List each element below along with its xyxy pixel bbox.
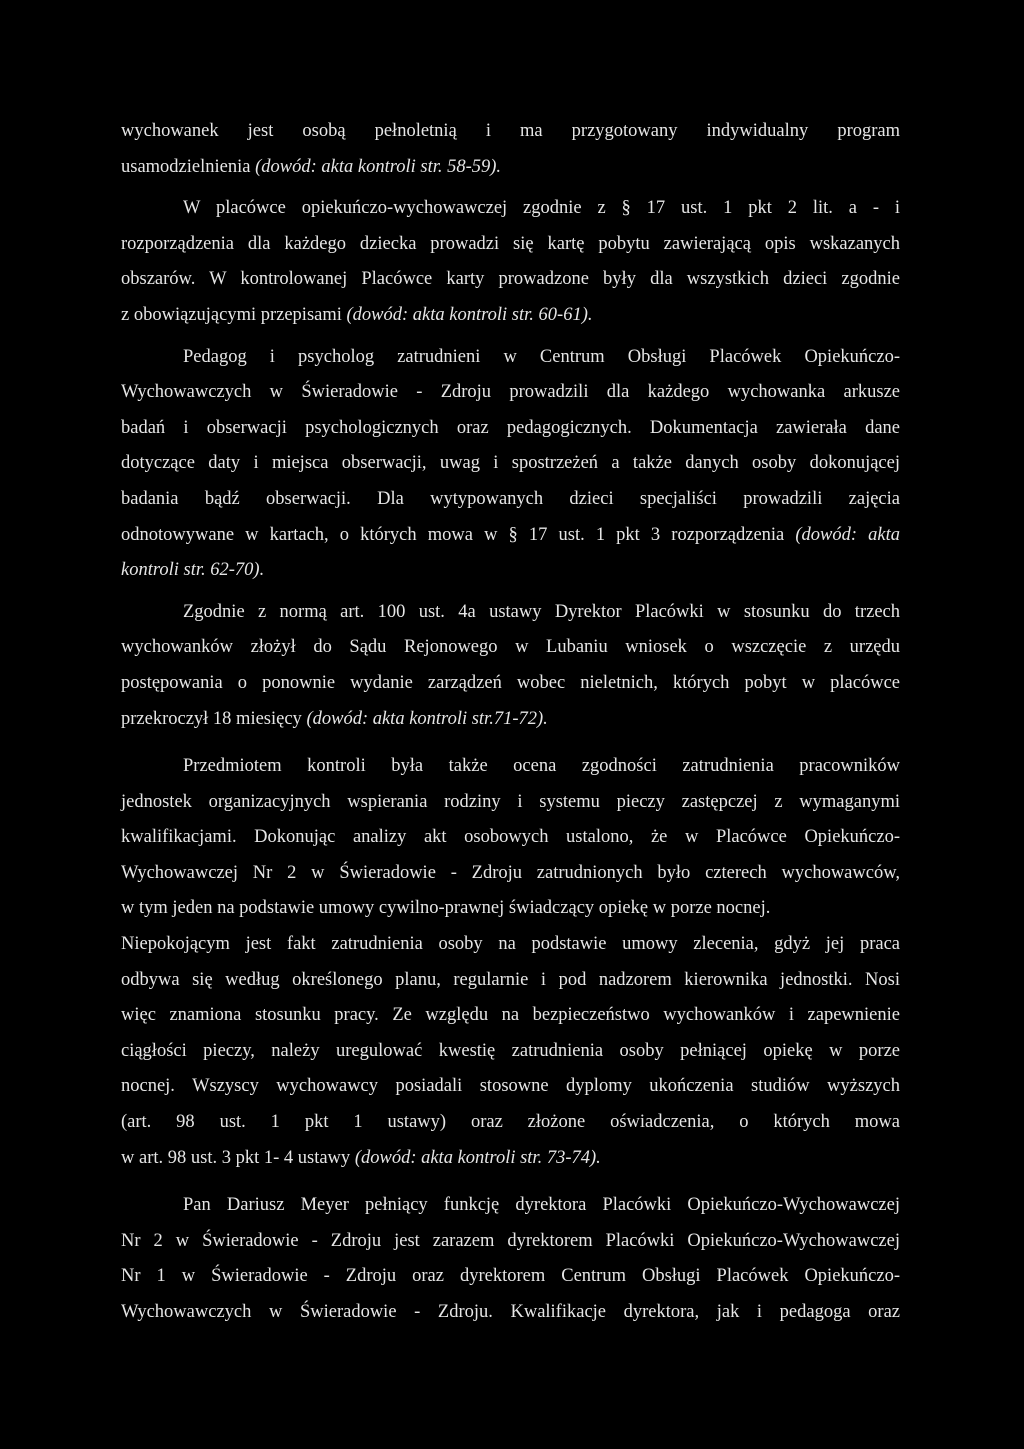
- text-line: [121, 191, 900, 227]
- line-text: nocnej. Wszyscy wychowawcy posiadali stosowne dyplomy ukończenia studiów wyższych: [121, 1076, 900, 1097]
- text-line: [121, 1141, 900, 1177]
- text-line: [121, 595, 900, 631]
- line-text: usamodzielnienia: [121, 156, 256, 177]
- line-text: Pan Dariusz Meyer pełniący funkcję dyrektora Placówki Opiekuńczo-Wychowawczej: [183, 1195, 900, 1216]
- text-line: [121, 998, 900, 1034]
- evidence-reference: (dowód: akta kontroli str. 58-59).: [255, 156, 502, 177]
- text-line: [121, 702, 900, 738]
- line-text: wychowanek jest osobą pełnoletnią i ma przygotowany indywidualny program: [121, 121, 900, 141]
- line-text: rozporządzenia dla każdego dziecka prowadzi się kartę pobytu zawierającą opis wskazanych: [121, 233, 900, 254]
- text-line: [121, 1224, 900, 1260]
- text-line: [121, 749, 900, 785]
- text-line: [121, 298, 900, 334]
- text-line: [121, 891, 900, 927]
- text-line: [121, 262, 900, 298]
- text-line: [121, 1259, 900, 1295]
- line-text: Niepokojącym jest fakt zatrudnienia osoby na podstawie umowy zlecenia, gdyż jej praca: [121, 934, 900, 955]
- text-line: [121, 1069, 900, 1105]
- evidence-reference: (dowód: akta kontroli str. 60-61).: [346, 304, 593, 325]
- line-text: przekroczył 18 miesięcy: [121, 708, 307, 729]
- document-body: [121, 114, 900, 1331]
- text-line: [121, 1295, 900, 1331]
- line-text: Wychowawczych w Świeradowie - Zdroju prowadzili dla każdego wychowanka arkusze: [121, 382, 900, 403]
- line-text: kwalifikacjami. Dokonując analizy akt osobowych ustalono, że w Placówce Opiekuńczo-: [121, 827, 900, 848]
- line-text: w art. 98 ust. 3 pkt 1- 4 ustawy: [121, 1147, 355, 1168]
- text-line: [121, 963, 900, 999]
- evidence-reference: kontroli str. 62-70).: [121, 560, 265, 581]
- text-line: [121, 114, 900, 150]
- line-text: postępowania o ponownie wydanie zarządzeń wobec nieletnich, których pobyt w placówce: [121, 672, 900, 693]
- text-line: [121, 1105, 900, 1141]
- text-line: [121, 553, 900, 589]
- line-text: odnotowywane w kartach, o których mowa w § 17 ust. 1 pkt 3 rozporządzenia: [121, 524, 796, 545]
- text-line: [121, 411, 900, 447]
- text-line: [121, 150, 900, 186]
- text-line: [121, 785, 900, 821]
- line-text: Nr 1 w Świeradowie - Zdroju oraz dyrektorem Centrum Obsługi Placówek Opiekuńczo-: [121, 1266, 900, 1287]
- line-text: odbywa się według określonego planu, regularnie i pod nadzorem kierownika jednostki. Nosi: [121, 969, 900, 990]
- line-text: W placówce opiekuńczo-wychowawczej zgodnie z § 17 ust. 1 pkt 2 lit. a - i: [183, 198, 900, 219]
- text-line: [121, 1188, 900, 1224]
- text-line: [121, 820, 900, 856]
- text-line: [121, 1034, 900, 1070]
- line-text: badań i obserwacji psychologicznych oraz pedagogicznych. Dokumentacja zawierała dane: [121, 417, 900, 438]
- line-text: badania bądź obserwacji. Dla wytypowanych dzieci specjaliści prowadzili zajęcia: [121, 488, 900, 509]
- line-text: jednostek organizacyjnych wspierania rodziny i systemu pieczy zastępczej z wymaganymi: [121, 791, 900, 812]
- line-text: Wychowawczych w Świeradowie - Zdroju. Kwalifikacje dyrektora, jak i pedagoga oraz: [121, 1302, 900, 1322]
- line-text: Pedagog i psycholog zatrudnieni w Centrum Obsługi Placówek Opiekuńczo-: [183, 346, 900, 367]
- line-text: w tym jeden na podstawie umowy cywilno-prawnej świadczący opiekę w porze nocnej.: [121, 898, 771, 919]
- line-text: Przedmiotem kontroli była także ocena zgodności zatrudnienia pracowników: [183, 756, 900, 777]
- text-line: [121, 375, 900, 411]
- evidence-reference: (dowód: akta kontroli str.71-72).: [306, 708, 548, 729]
- text-line: [121, 666, 900, 702]
- text-line: [121, 518, 900, 554]
- text-line: [121, 227, 900, 263]
- text-line: [121, 927, 900, 963]
- line-text: dotyczące daty i miejsca obserwacji, uwag i spostrzeżeń a także danych osoby dokonującej: [121, 453, 900, 474]
- line-text: Nr 2 w Świeradowie - Zdroju jest zarazem dyrektorem Placówki Opiekuńczo-Wychowawczej: [121, 1230, 900, 1251]
- line-text: obszarów. W kontrolowanej Placówce karty prowadzone były dla wszystkich dzieci zgodnie: [121, 269, 900, 290]
- text-line: [121, 630, 900, 666]
- text-line: [121, 856, 900, 892]
- line-text: ciągłości pieczy, należy uregulować kwestię zatrudnienia osoby pełniącej opiekę w porze: [121, 1040, 900, 1061]
- line-text: z obowiązującymi przepisami: [121, 304, 347, 325]
- line-text: Zgodnie z normą art. 100 ust. 4a ustawy Dyrektor Placówki w stosunku do trzech: [183, 601, 900, 622]
- text-line: [121, 446, 900, 482]
- evidence-reference: (dowód: akta kontroli str. 73-74).: [354, 1147, 601, 1168]
- line-text: wychowanków złożył do Sądu Rejonowego w Lubaniu wniosek o wszczęcie z urzędu: [121, 637, 900, 658]
- text-line: [121, 482, 900, 518]
- text-line: [121, 340, 900, 376]
- line-text: Wychowawczej Nr 2 w Świeradowie - Zdroju zatrudnionych było czterech wychowawców,: [121, 862, 900, 883]
- line-text: więc znamiona stosunku pracy. Ze względu na bezpieczeństwo wychowanków i zapewnienie: [121, 1005, 900, 1026]
- evidence-reference: (dowód: akta: [795, 524, 900, 545]
- line-text: (art. 98 ust. 1 pkt 1 ustawy) oraz złożone oświadczenia, o których mowa: [121, 1112, 900, 1133]
